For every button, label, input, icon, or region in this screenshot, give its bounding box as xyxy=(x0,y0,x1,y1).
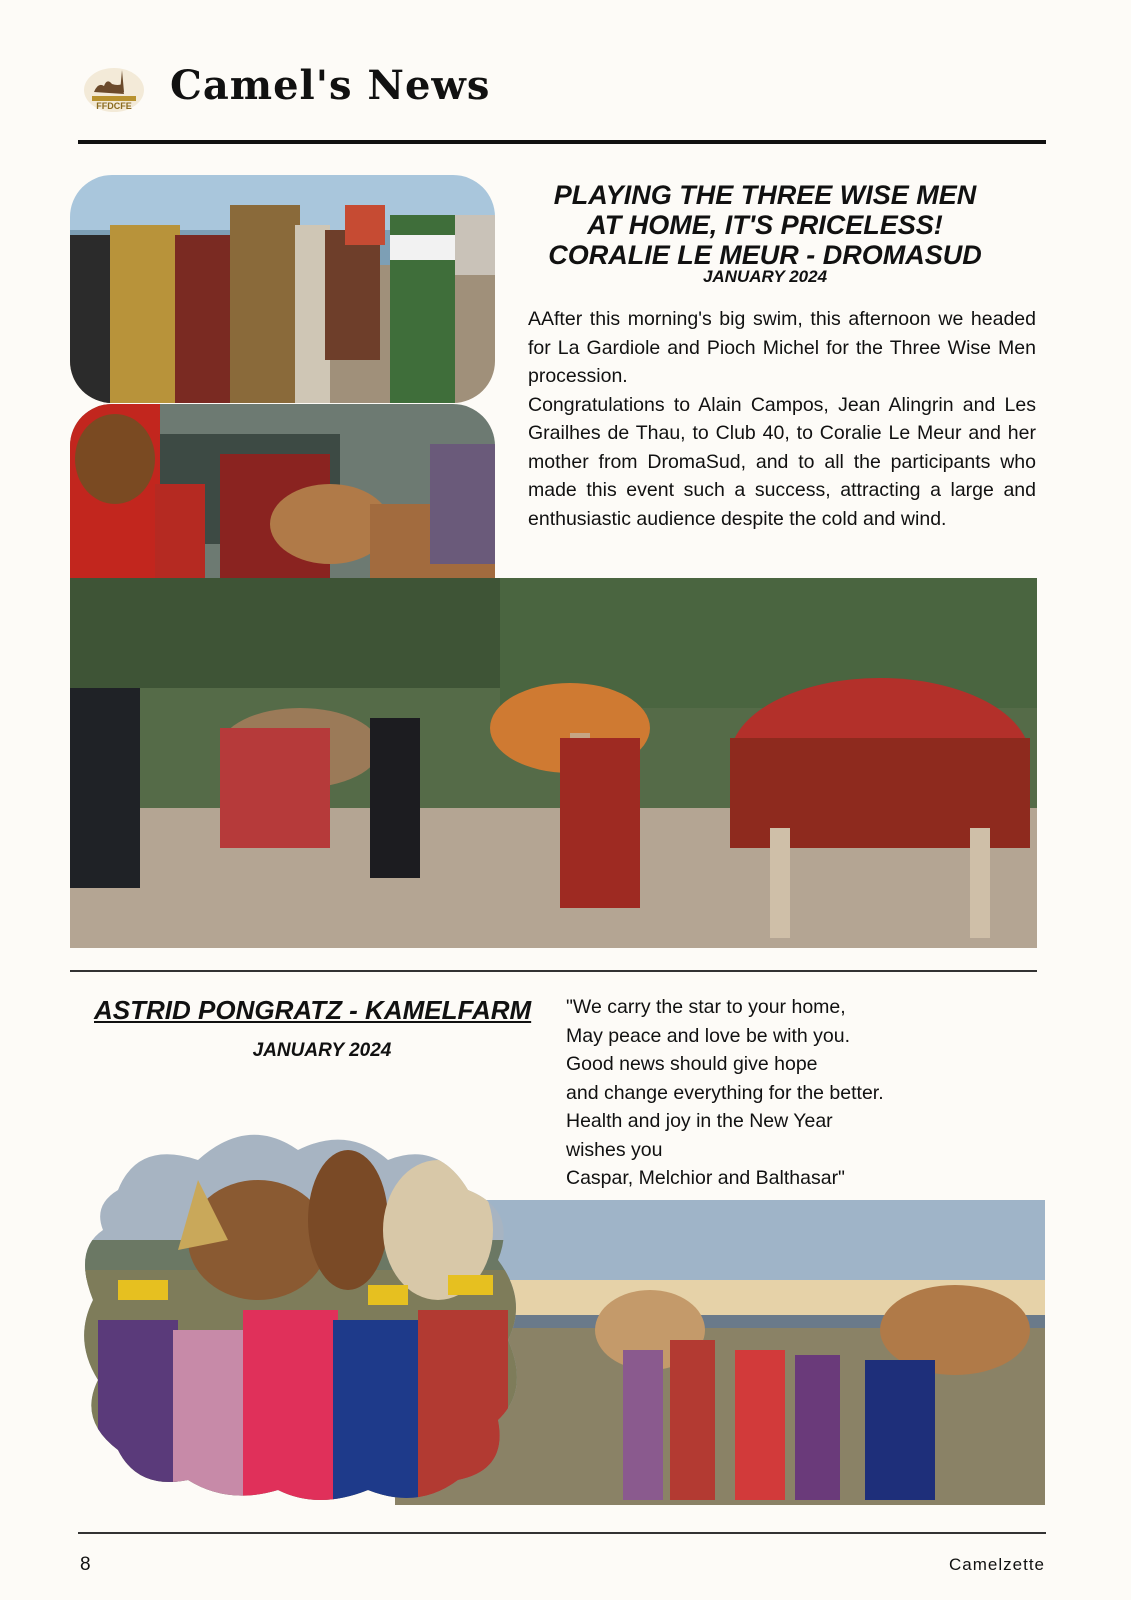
poem-line: Good news should give hope xyxy=(566,1053,818,1075)
footer-brand: Camelzette xyxy=(949,1555,1045,1574)
article1-title xyxy=(520,180,1010,270)
article1-title-line: CORALIE LE MEUR - DROMASUD xyxy=(548,240,982,270)
article1-title-line: PLAYING THE THREE WISE MEN xyxy=(553,180,977,210)
section-divider xyxy=(70,970,1037,972)
footer-divider xyxy=(78,1532,1046,1534)
article2-date: JANUARY 2024 xyxy=(252,1040,392,1061)
photo-wise-men-parade xyxy=(70,175,495,403)
article1-body xyxy=(528,305,1036,533)
page-number: 8 xyxy=(80,1554,91,1575)
article2-title: ASTRID PONGRATZ - KAMELFARM xyxy=(94,995,532,1025)
poem-line: Health and joy in the New Year xyxy=(566,1110,833,1132)
photo-children-crowns xyxy=(78,1120,530,1510)
camel-logo-icon xyxy=(82,56,146,116)
logo-text: FFDCFE xyxy=(96,101,132,111)
poem-line: and change everything for the better. xyxy=(566,1081,884,1104)
poem-line: Caspar, Melchior and Balthasar" xyxy=(566,1167,845,1189)
photo-camels-dirt-road xyxy=(70,578,1037,948)
article1-paragraph: Congratulations to Alain Campos, Jean Alingrin and Les Grailhes de Thau, to Club 40, to Coralie Le Meur and her mother from DromaSud, and to all the participants who made this event such a success, attracting a large and enthusiastic audience despite the cold and wind. xyxy=(528,393,1036,530)
article1-paragraph: AAfter this morning's big swim, this afternoon we headed for La Gardiole and Pioch Michel for the Three Wise Men procession. xyxy=(528,308,1036,387)
poem-line: wishes you xyxy=(566,1138,663,1161)
masthead-title: Camel's News xyxy=(170,62,491,109)
article1-date: JANUARY 2024 xyxy=(702,267,828,286)
header-divider xyxy=(78,140,1046,144)
article1-title-line: AT HOME, IT'S PRICELESS! xyxy=(587,210,943,240)
poem-line: "We carry the star to your home, xyxy=(566,996,846,1018)
ffdcfe-logo xyxy=(82,56,146,116)
poem-line: May peace and love be with you. xyxy=(566,1024,851,1047)
article2-poem xyxy=(566,993,884,1193)
